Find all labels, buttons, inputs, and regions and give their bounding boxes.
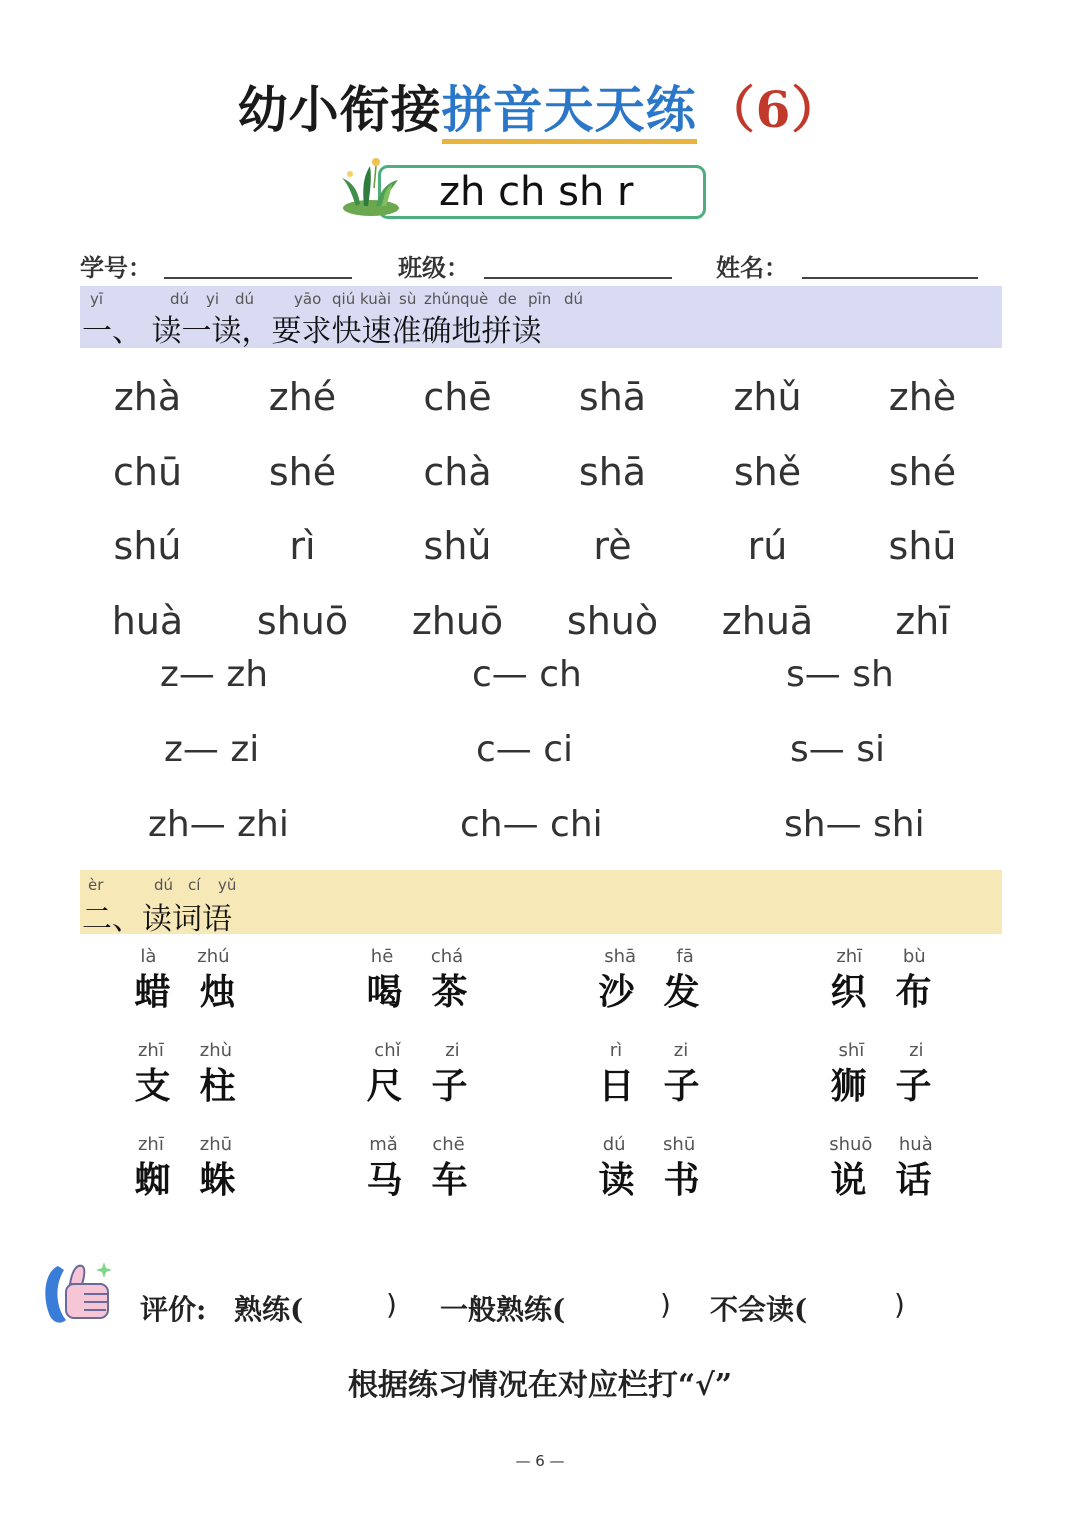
- section2-heading: 二、读词语: [82, 902, 232, 937]
- word-pinyin: chē: [432, 1134, 465, 1155]
- word-char: 喝: [366, 971, 403, 1013]
- name-label: 姓名：: [716, 253, 788, 282]
- pinyin-syllable: shā: [578, 449, 647, 494]
- spelling-item: c— ci: [476, 729, 574, 770]
- word-item: [352, 946, 482, 1014]
- word-item: [584, 1134, 714, 1202]
- pinyin-syllable: chū: [112, 449, 183, 494]
- initials-box: [378, 165, 706, 219]
- student-no-label: 学号：: [80, 253, 152, 282]
- pinyin-syllable: shé: [888, 449, 957, 494]
- plant-icon: [336, 148, 406, 218]
- pinyin-syllable: shuō: [256, 598, 349, 643]
- word-item: [120, 1040, 250, 1108]
- word-pinyin: fā: [676, 946, 694, 967]
- word-char: 话: [895, 1159, 932, 1201]
- section1-pinyin: yi: [206, 290, 220, 308]
- evaluation-option-fluent[interactable]: 熟练(: [234, 1293, 304, 1326]
- pinyin-syllable: zhé: [268, 375, 337, 420]
- pinyin-syllable: shé: [268, 449, 337, 494]
- pinyin-syllable: rú: [747, 524, 788, 569]
- word-char: 马: [366, 1159, 403, 1201]
- section2-pinyin: yǔ: [218, 876, 237, 894]
- word-char: 蛛: [199, 1159, 236, 1201]
- evaluation-label: 评价:: [140, 1293, 207, 1326]
- word-pinyin: zhú: [197, 946, 230, 967]
- word-char: 子: [663, 1065, 700, 1107]
- word-item: [584, 946, 714, 1014]
- word-pinyin: chá: [430, 946, 464, 967]
- word-pinyin: zhū: [199, 1134, 233, 1155]
- spelling-item: c— ch: [472, 654, 582, 695]
- evaluation-close: ): [660, 1288, 671, 1321]
- section1-pinyin: yī: [90, 290, 104, 308]
- word-item: [120, 946, 250, 1014]
- page-title: [0, 78, 1080, 142]
- spelling-item: ch— chi: [460, 804, 603, 845]
- word-char: 狮: [830, 1065, 867, 1107]
- word-char: 烛: [199, 971, 236, 1013]
- section1-heading: 一、 读一读，要求快速准确地拼读: [82, 314, 542, 349]
- pinyin-syllable: rè: [593, 524, 632, 569]
- name-field[interactable]: [802, 277, 978, 279]
- initials-text: zh ch sh r: [439, 169, 634, 215]
- spelling-item: sh— shi: [784, 804, 925, 845]
- word-item: [816, 946, 946, 1014]
- evaluation-close: ): [386, 1288, 397, 1321]
- word-char: 茶: [431, 971, 468, 1013]
- word-char: 子: [895, 1065, 932, 1107]
- evaluation-option-average[interactable]: 一般熟练(: [440, 1293, 566, 1326]
- word-pinyin: zhī: [836, 946, 863, 967]
- section1-pinyin: dú: [564, 290, 584, 308]
- word-item: [584, 1040, 714, 1108]
- pinyin-syllable: zhè: [888, 375, 957, 420]
- word-char: 蜡: [134, 971, 171, 1013]
- word-pinyin: zi: [673, 1040, 689, 1061]
- pinyin-syllable: zhuō: [411, 598, 504, 643]
- word-pinyin: zi: [909, 1040, 924, 1061]
- section1-pinyin: kuài: [360, 290, 392, 308]
- word-char: 支: [134, 1065, 171, 1107]
- section2-pinyin: èr: [88, 876, 104, 894]
- word-item: [816, 1134, 946, 1202]
- word-pinyin: bù: [902, 946, 926, 967]
- section1-pinyin: sù: [399, 290, 417, 308]
- word-char: 书: [663, 1159, 700, 1201]
- word-item: [120, 1134, 250, 1202]
- pinyin-row: [70, 584, 1000, 659]
- pinyin-syllable: chà: [423, 449, 492, 494]
- page-number: — 6 —: [515, 1452, 565, 1470]
- word-char: 布: [895, 971, 932, 1013]
- section1-pinyin: qiú: [332, 290, 356, 308]
- pinyin-syllable: shǔ: [423, 524, 492, 569]
- student-no-field[interactable]: [164, 277, 352, 279]
- title-highlight: 拼音天天练: [442, 80, 697, 144]
- pinyin-syllable: zhà: [113, 375, 182, 420]
- word-pinyin: shuō: [829, 1134, 873, 1155]
- section1-pinyin: yāo: [294, 290, 322, 308]
- word-pinyin: zhī: [137, 1040, 164, 1061]
- title-prefix: 幼小衔接: [237, 80, 442, 139]
- pinyin-syllable: shā: [578, 375, 647, 420]
- word-item: [816, 1040, 946, 1108]
- pinyin-syllable: shuò: [566, 598, 659, 643]
- spelling-item: s— sh: [786, 654, 894, 695]
- pinyin-grid: [70, 360, 1000, 658]
- word-pinyin: chǐ: [374, 1040, 401, 1061]
- section1-pinyin: què: [460, 290, 489, 308]
- word-item: [352, 1134, 482, 1202]
- spelling-item: zh— zhi: [148, 804, 289, 845]
- word-pinyin: zi: [445, 1040, 460, 1061]
- word-pinyin: hē: [370, 946, 394, 967]
- word-pinyin: mǎ: [369, 1134, 398, 1155]
- word-char: 柱: [199, 1065, 236, 1107]
- word-char: 蜘: [134, 1159, 171, 1201]
- word-pinyin: shī: [838, 1040, 865, 1061]
- section1-pinyin: de: [498, 290, 517, 308]
- word-pinyin: shū: [663, 1134, 696, 1155]
- section2-pinyin: dú: [154, 876, 174, 894]
- spelling-item: z— zh: [160, 654, 269, 695]
- word-char: 读: [598, 1159, 635, 1201]
- word-char: 子: [431, 1065, 468, 1107]
- section1-pinyin: dú: [235, 290, 255, 308]
- word-pinyin: dú: [602, 1134, 626, 1155]
- word-char: 日: [598, 1065, 635, 1107]
- word-char: 织: [830, 971, 867, 1013]
- pinyin-row: [70, 509, 1000, 584]
- word-pinyin: shā: [604, 946, 637, 967]
- pinyin-syllable: shū: [888, 524, 957, 569]
- spelling-item: s— si: [790, 729, 885, 770]
- pinyin-syllable: shě: [733, 449, 802, 494]
- pinyin-syllable: rì: [289, 524, 316, 569]
- pinyin-syllable: zhī: [895, 598, 950, 643]
- title-number: （6）: [704, 80, 843, 139]
- section1-pinyin: zhǔn: [424, 290, 461, 308]
- pinyin-row: [70, 435, 1000, 510]
- class-label: 班级：: [398, 253, 470, 282]
- word-item: [352, 1040, 482, 1108]
- word-char: 尺: [366, 1065, 403, 1107]
- word-char: 说: [830, 1159, 867, 1201]
- section1-pinyin: pīn: [528, 290, 552, 308]
- thumbs-up-icon: [40, 1258, 116, 1330]
- pinyin-syllable: huà: [111, 598, 184, 643]
- word-char: 沙: [598, 971, 635, 1013]
- word-pinyin: zhù: [199, 1040, 233, 1061]
- word-char: 发: [663, 971, 700, 1013]
- class-field[interactable]: [484, 277, 672, 279]
- pinyin-syllable: zhǔ: [733, 375, 802, 420]
- evaluation-close: ): [894, 1288, 905, 1321]
- evaluation-option-cannot[interactable]: 不会读(: [710, 1293, 808, 1326]
- word-pinyin: huà: [898, 1134, 933, 1155]
- word-char: 车: [431, 1159, 468, 1201]
- pinyin-row: [70, 360, 1000, 435]
- pinyin-syllable: shú: [113, 524, 182, 569]
- word-pinyin: zhī: [137, 1134, 164, 1155]
- word-pinyin: rì: [609, 1040, 623, 1061]
- pinyin-syllable: chē: [423, 375, 492, 420]
- section2-pinyin: cí: [188, 876, 201, 894]
- section1-pinyin: dú: [170, 290, 190, 308]
- spelling-item: z— zi: [164, 729, 260, 770]
- pinyin-syllable: zhuā: [721, 598, 814, 643]
- evaluation-note: 根据练习情况在对应栏打“√”: [347, 1368, 733, 1403]
- word-pinyin: là: [140, 946, 157, 967]
